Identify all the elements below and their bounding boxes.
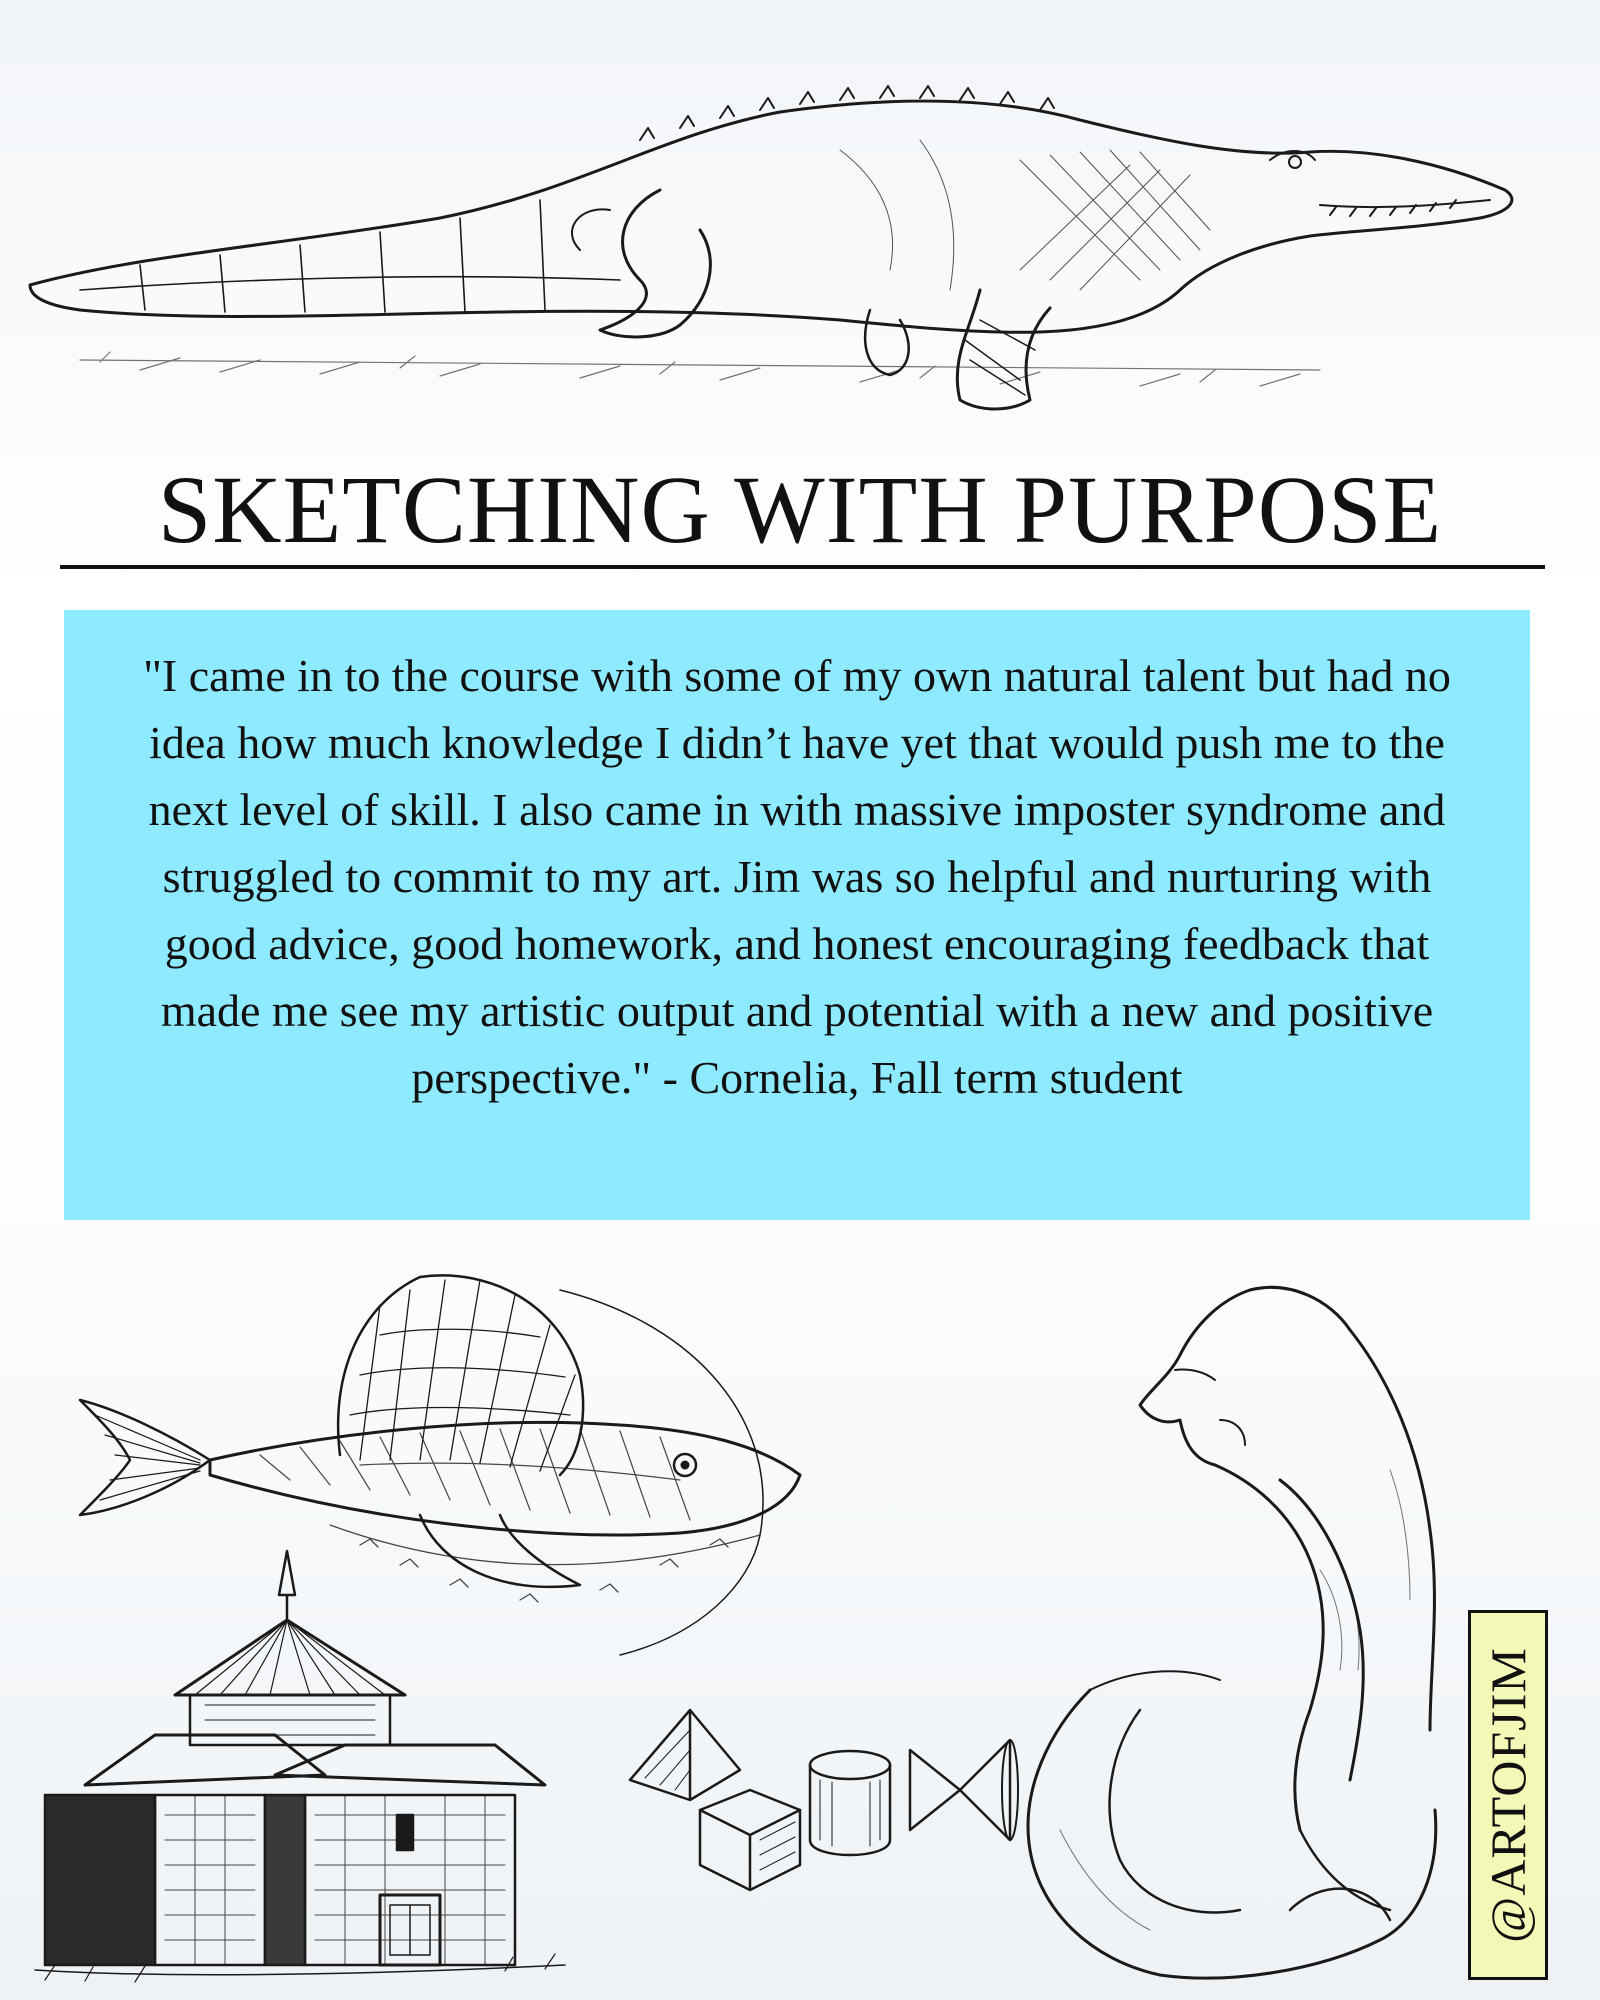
temple-sketch	[25, 1545, 585, 1985]
artist-handle: @ARTOFJIM	[1480, 1647, 1536, 1943]
testimonial-box	[64, 610, 1530, 1220]
testimonial-quote: "I came in to the course with some of my own natural talent but had no idea how much knowledge I didn’t have yet that would push me to the next level of skill. I also came in with massive imposter syndrome and struggled to commit to my art. Jim was so helpful and nurturing with good advice, good homework, and honest encouraging feedback that made me see my artistic output and potential with a new and positive perspective." - Cornelia, Fall term student	[143, 650, 1451, 1103]
gorilla-sketch	[990, 1270, 1470, 1990]
title-underline	[60, 565, 1545, 569]
geometric-solids-sketch	[620, 1690, 1020, 1900]
alligator-sketch	[20, 40, 1540, 430]
page-title: SKETCHING WITH PURPOSE	[157, 456, 1443, 563]
artist-handle-box	[1468, 1610, 1548, 1980]
